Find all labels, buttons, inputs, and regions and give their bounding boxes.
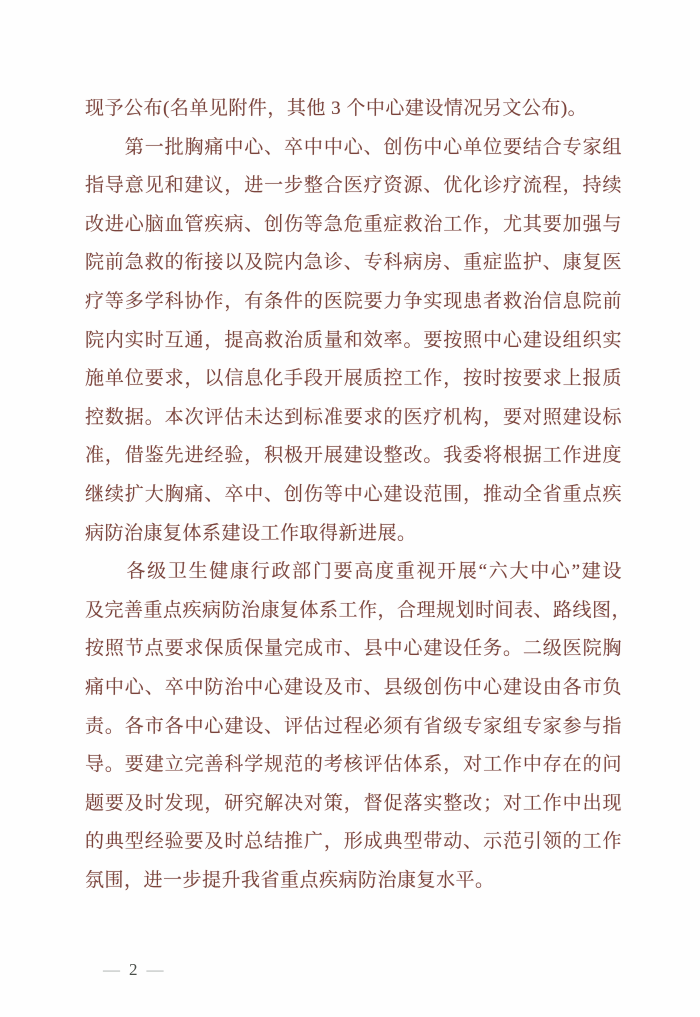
- text-line: 现予公布(名单见附件，其他 3 个中心建设情况另文公布)。: [85, 98, 588, 119]
- text-line: 导。要建立完善科学规范的考核评估体系，对工作中存在的问: [85, 754, 622, 776]
- text-line: 第一批胸痛中心、卒中中心、创伤中心单位要结合专家组: [85, 136, 622, 158]
- text-line: 施单位要求，以信息化手段开展质控工作，按时按要求上报质: [85, 368, 622, 390]
- text-line: 痛中心、卒中防治中心建设及市、县级创伤中心建设由各市负: [85, 676, 622, 698]
- text-line: 继续扩大胸痛、卒中、创伤等中心建设范围，推动全省重点疾: [85, 483, 622, 505]
- text-line: 院内实时互通，提高救治质量和效率。要按照中心建设组织实: [85, 329, 622, 351]
- text-line: 责。各市各中心建设、评估过程必须有省级专家组专家参与指: [85, 715, 622, 737]
- text-line: 各级卫生健康行政部门要高度重视开展“六大中心”建设: [85, 561, 622, 583]
- text-line: 及完善重点疾病防治康复体系工作，合理规划时间表、路线图，: [85, 599, 632, 621]
- text-line: 改进心脑血管疾病、创伤等急危重症救治工作，尤其要加强与: [85, 213, 622, 235]
- page-number: 2: [129, 960, 138, 979]
- text-line: 疗等多学科协作，有条件的医院要力争实现患者救治信息院前: [85, 290, 622, 312]
- text-line: 准，借鉴先进经验，积极开展建设整改。我委将根据工作进度: [85, 445, 622, 467]
- text-line: 的典型经验要及时总结推广，形成典型带动、示范引领的工作: [85, 831, 622, 853]
- footer-page-number: [103, 958, 164, 982]
- text-line: 指导意见和建议，进一步整合医疗资源、优化诊疗流程，持续: [85, 175, 622, 197]
- text-line: 院前急救的衔接以及院内急诊、专科病房、重症监护、康复医: [85, 252, 622, 274]
- text-line: 病防治康复体系建设工作取得新进展。: [85, 522, 417, 544]
- text-line: 氛围，进一步提升我省重点疾病防治康复水平。: [85, 869, 495, 891]
- text-line: 按照节点要求保质保量完成市、县中心建设任务。二级医院胸: [85, 638, 622, 660]
- page-number-dash-right: —: [146, 960, 164, 979]
- text-line: 题要及时发现，研究解决对策，督促落实整改；对工作中出现: [85, 792, 622, 814]
- page-number-dash-left: —: [103, 960, 120, 979]
- document-body-text: [85, 90, 632, 900]
- text-line: 控数据。本次评估未达到标准要求的医疗机构，要对照建设标: [85, 406, 622, 428]
